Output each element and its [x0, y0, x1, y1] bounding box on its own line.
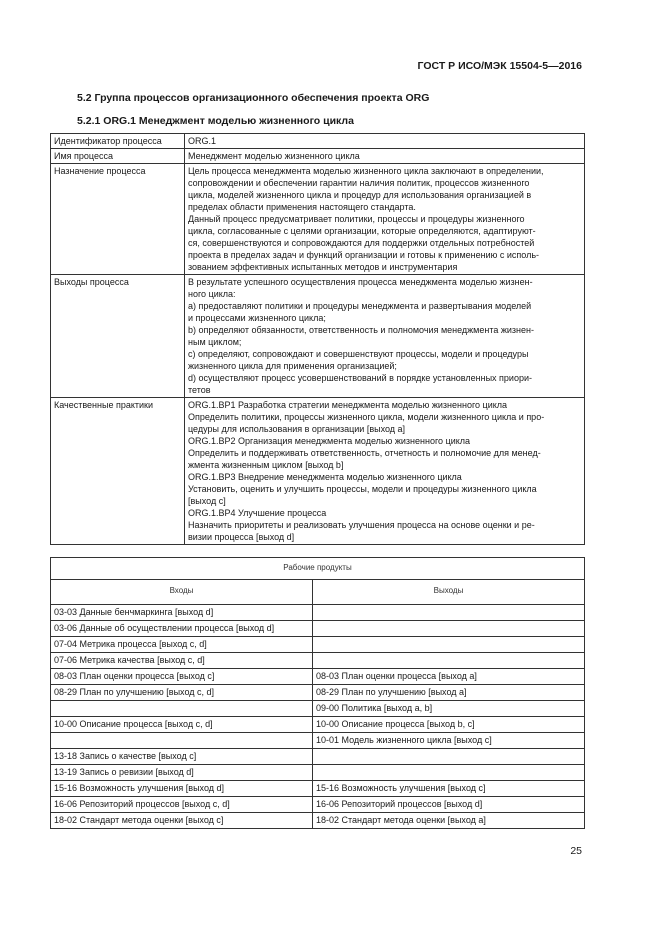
text-line: тетов — [188, 385, 211, 395]
input-cell: 16-06 Репозиторий процессов [выход c, d] — [51, 797, 313, 813]
table-row — [51, 275, 585, 398]
inputs-column-header: Входы — [51, 580, 313, 605]
table-row — [51, 164, 585, 275]
output-cell — [313, 653, 585, 669]
process-id-label: Идентификатор процесса — [51, 134, 185, 149]
output-cell: 10-00 Описание процесса [выход b, c] — [313, 717, 585, 733]
table-row — [51, 749, 585, 765]
work-products-caption: Рабочие продукты — [51, 558, 585, 580]
table-row — [51, 134, 585, 149]
text-line: ORG.1.BP4 Улучшение процесса — [188, 508, 327, 518]
text-line: c) определяют, сопровождают и совершенствуют процессы, модели и процедуры — [188, 349, 529, 359]
process-name-label: Имя процесса — [51, 149, 185, 164]
output-cell: 09-00 Политика [выход a, b] — [313, 701, 585, 717]
table-row — [51, 733, 585, 749]
text-line: a) предоставляют политики и процедуры менеджмента и развертывания моделей — [188, 301, 532, 311]
process-practices-value — [185, 398, 585, 545]
table-row — [51, 797, 585, 813]
process-description-table — [50, 133, 585, 545]
input-cell — [51, 733, 313, 749]
text-line: проекта в пределах задач и функций организации и готовы к применению с исполь- — [188, 250, 540, 260]
output-cell: 08-29 План по улучшению [выход a] — [313, 685, 585, 701]
text-line: [выход c] — [188, 496, 226, 506]
table-row — [51, 398, 585, 545]
text-line: b) определяют обязанности, ответственность и полномочия менеджмента жизнен- — [188, 325, 534, 335]
input-cell — [51, 701, 313, 717]
text-line: Назначить приоритеты и реализовать улучшения процесса на основе оценки и ре- — [188, 520, 535, 530]
table-row — [51, 685, 585, 701]
text-line: жизненного цикла для применения организацией; — [188, 361, 397, 371]
process-practices-label: Качественные практики — [51, 398, 185, 545]
process-purpose-value — [185, 164, 585, 275]
text-line: ORG.1.BP3 Внедрение менеджмента моделью жизненного цикла — [188, 472, 462, 482]
text-line: d) осуществляют процесс усовершенствований в порядке установленных приори- — [188, 373, 532, 383]
input-cell: 15-16 Возможность улучшения [выход d] — [51, 781, 313, 797]
text-line: Определить политики, процессы жизненного цикла, модели жизненного цикла и про- — [188, 412, 545, 422]
output-cell: 10-01 Модель жизненного цикла [выход c] — [313, 733, 585, 749]
table-row — [51, 621, 585, 637]
output-cell — [313, 749, 585, 765]
process-outcomes-label: Выходы процесса — [51, 275, 185, 398]
text-line: жмента жизненным циклом [выход b] — [188, 460, 344, 470]
subsection-title: 5.2.1 ORG.1 Менеджмент моделью жизненного цикла — [77, 115, 354, 127]
output-cell — [313, 637, 585, 653]
table-row — [51, 653, 585, 669]
text-line: визии процесса [выход d] — [188, 532, 295, 542]
output-cell: 08-03 План оценки процесса [выход a] — [313, 669, 585, 685]
text-line: ORG.1.BP1 Разработка стратегии менеджмента моделью жизненного цикла — [188, 400, 508, 410]
text-line: зованием эффективных испытанных методов и инструментария — [188, 262, 458, 272]
text-line: ORG.1.BP2 Организация менеджмента моделью жизненного цикла — [188, 436, 471, 446]
output-cell — [313, 765, 585, 781]
process-name-value: Менеджмент моделью жизненного цикла — [185, 149, 585, 164]
work-products-body — [51, 605, 585, 829]
table-caption-row — [51, 558, 585, 580]
page-number: 25 — [570, 845, 582, 857]
table-row — [51, 781, 585, 797]
table-row — [51, 701, 585, 717]
table-row — [51, 637, 585, 653]
table-header-row — [51, 580, 585, 605]
input-cell: 03-06 Данные об осуществлении процесса [выход d] — [51, 621, 313, 637]
table-row — [51, 765, 585, 781]
text-line: пределах области применения настоящего стандарта. — [188, 202, 416, 212]
standard-header: ГОСТ Р ИСО/МЭК 15504-5—2016 — [417, 60, 582, 72]
table-row — [51, 813, 585, 829]
work-products-table — [50, 557, 585, 829]
table-row — [51, 717, 585, 733]
input-cell: 08-29 План по улучшению [выход c, d] — [51, 685, 313, 701]
text-line: цикла, согласованные с целями организации, которые определяются, адаптируют- — [188, 226, 536, 236]
output-cell: 15-16 Возможность улучшения [выход c] — [313, 781, 585, 797]
input-cell: 18-02 Стандарт метода оценки [выход c] — [51, 813, 313, 829]
text-line: ся, совершенствуются и сопровождаются для поддержки отдельных потребностей — [188, 238, 535, 248]
text-line: ным циклом; — [188, 337, 242, 347]
text-line: цедуры для использования в организации [выход a] — [188, 424, 406, 434]
process-id-value: ORG.1 — [185, 134, 585, 149]
output-cell: 18-02 Стандарт метода оценки [выход a] — [313, 813, 585, 829]
text-line: В результате успешного осуществления процесса менеджмента моделью жизнен- — [188, 277, 533, 287]
process-purpose-label: Назначение процесса — [51, 164, 185, 275]
input-cell: 13-18 Запись о качестве [выход c] — [51, 749, 313, 765]
table-row — [51, 605, 585, 621]
output-cell — [313, 605, 585, 621]
section-title: 5.2 Группа процессов организационного обеспечения проекта ORG — [77, 92, 430, 104]
input-cell: 07-04 Метрика процесса [выход c, d] — [51, 637, 313, 653]
input-cell: 08-03 План оценки процесса [выход c] — [51, 669, 313, 685]
process-outcomes-value — [185, 275, 585, 398]
text-line: цикла, моделей жизненного цикла и процедур для использования организацией в — [188, 190, 532, 200]
output-cell: 16-06 Репозиторий процессов [выход d] — [313, 797, 585, 813]
outputs-column-header: Выходы — [313, 580, 585, 605]
input-cell: 07-06 Метрика качества [выход c, d] — [51, 653, 313, 669]
input-cell: 10-00 Описание процесса [выход c, d] — [51, 717, 313, 733]
table-row — [51, 149, 585, 164]
input-cell: 13-19 Запись о ревизии [выход d] — [51, 765, 313, 781]
text-line: Данный процесс предусматривает политики, процессы и процедуры жизненного — [188, 214, 525, 224]
text-line: и процессами жизненного цикла; — [188, 313, 326, 323]
text-line: Определить и поддерживать ответственность, отчетность и полномочие для менед- — [188, 448, 541, 458]
text-line: Установить, оценить и улучшить процессы, модели и процедуры жизненного цикла — [188, 484, 537, 494]
output-cell — [313, 621, 585, 637]
text-line: сопровождении и обеспечении гарантии наличия политик, процессов жизненного — [188, 178, 530, 188]
text-line: ного цикла: — [188, 289, 236, 299]
input-cell: 03-03 Данные бенчмаркинга [выход d] — [51, 605, 313, 621]
table-row — [51, 669, 585, 685]
text-line: Цель процесса менеджмента моделью жизненного цикла заключают в определении, — [188, 166, 544, 176]
